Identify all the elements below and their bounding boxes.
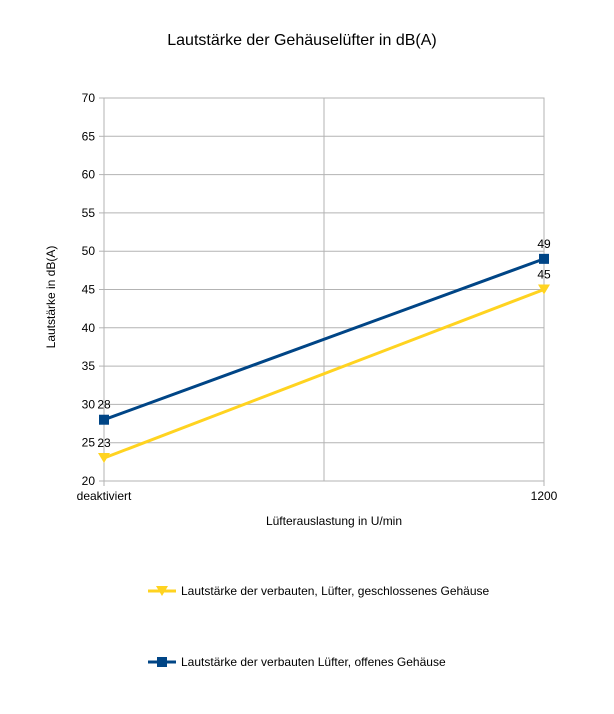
data-point [99, 415, 109, 425]
y-tick-label: 60 [81, 167, 95, 182]
x-axis-label: Lüfterauslastung in U/min [265, 514, 403, 528]
y-tick-label: 35 [81, 359, 95, 374]
y-tick-label: 65 [81, 129, 95, 144]
x-tick-labels [77, 489, 558, 503]
data-point [98, 453, 110, 463]
y-axis-label: Lautstärke in dB(A) [44, 245, 58, 349]
y-tick-label: 45 [81, 282, 95, 297]
data-point [539, 254, 549, 264]
x-tick-label: 1200 [530, 489, 558, 503]
axes [99, 98, 544, 486]
legend-label: Lautstärke der verbauten, Lüfter, geschlossenes Gehäuse [181, 584, 490, 598]
data-label: 49 [537, 236, 551, 251]
chart-title: Lautstärke der Gehäuselüfter in dB(A) [167, 32, 437, 49]
legend-label: Lautstärke der verbauten Lüfter, offenes Gehäuse [181, 655, 446, 669]
legend-item-1 [148, 584, 490, 598]
y-tick-label: 20 [81, 474, 95, 488]
data-label: 23 [97, 436, 111, 451]
y-tick-label: 55 [81, 205, 95, 220]
x-tick-label: deaktiviert [76, 489, 132, 503]
data-label: 28 [97, 397, 111, 412]
legend [148, 584, 490, 669]
legend-marker [157, 657, 167, 667]
y-tick-labels [82, 91, 96, 488]
y-tick-label: 40 [81, 320, 95, 335]
y-tick-label: 70 [81, 91, 95, 105]
gridlines [104, 98, 544, 481]
data-label: 45 [537, 267, 551, 282]
y-tick-label: 50 [81, 244, 95, 259]
y-tick-label: 25 [81, 435, 95, 450]
legend-item-2 [148, 655, 446, 669]
y-tick-label: 30 [81, 397, 95, 412]
